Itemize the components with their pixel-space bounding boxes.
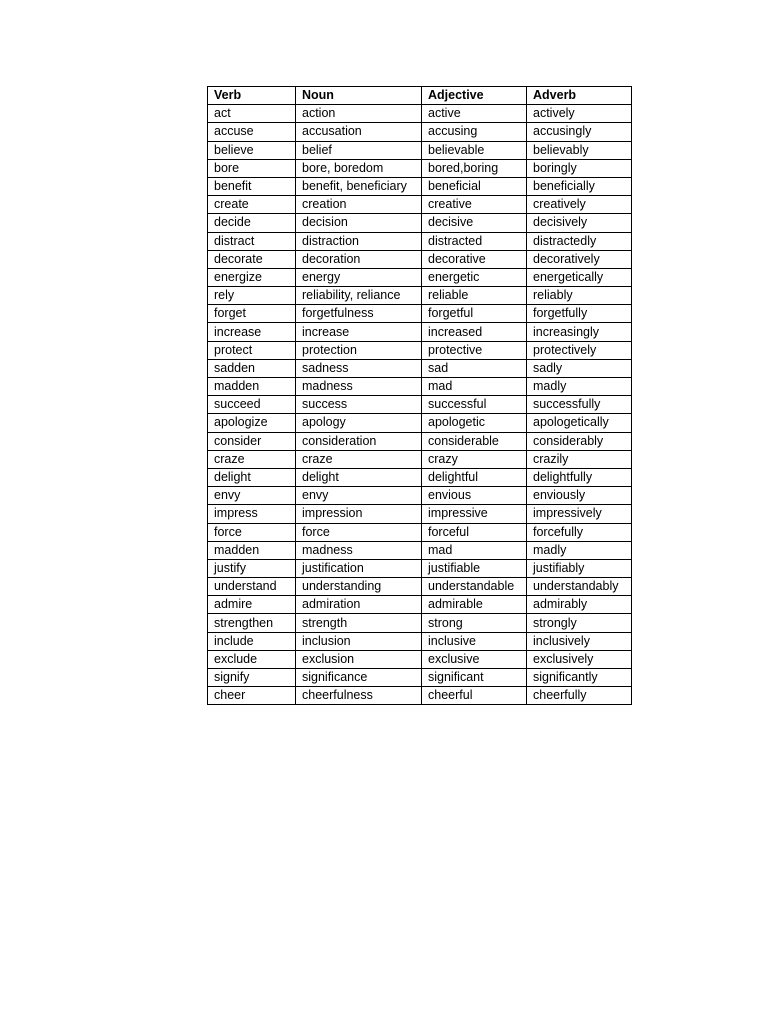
table-row [208,596,632,614]
cell-adverb: justifiably [527,559,632,577]
cell-adverb: successfully [527,396,632,414]
cell-adjective: mad [422,541,527,559]
cell-adjective: energetic [422,268,527,286]
cell-adverb: forgetfully [527,305,632,323]
cell-noun: decoration [296,250,422,268]
column-header-adjective: Adjective [422,87,527,105]
cell-adjective: impressive [422,505,527,523]
cell-adjective: apologetic [422,414,527,432]
table-row [208,378,632,396]
cell-noun: distraction [296,232,422,250]
cell-verb: madden [208,541,296,559]
cell-adverb: understandably [527,578,632,596]
cell-verb: act [208,105,296,123]
cell-noun: success [296,396,422,414]
table-row [208,450,632,468]
cell-verb: include [208,632,296,650]
cell-noun: force [296,523,422,541]
cell-adverb: sadly [527,359,632,377]
cell-verb: increase [208,323,296,341]
cell-noun: decision [296,214,422,232]
cell-adjective: crazy [422,450,527,468]
table-row [208,323,632,341]
table-row [208,432,632,450]
cell-adverb: beneficially [527,177,632,195]
cell-noun: delight [296,468,422,486]
cell-noun: madness [296,378,422,396]
table-row [208,414,632,432]
cell-noun: apology [296,414,422,432]
cell-adverb: exclusively [527,650,632,668]
cell-verb: exclude [208,650,296,668]
table-row [208,505,632,523]
cell-adjective: believable [422,141,527,159]
cell-verb: rely [208,287,296,305]
cell-verb: cheer [208,687,296,705]
cell-verb: strengthen [208,614,296,632]
cell-adjective: creative [422,196,527,214]
table-header-row [208,87,632,105]
cell-adverb: boringly [527,159,632,177]
cell-adjective: strong [422,614,527,632]
column-header-noun: Noun [296,87,422,105]
cell-adjective: mad [422,378,527,396]
cell-verb: madden [208,378,296,396]
cell-verb: distract [208,232,296,250]
cell-adjective: increased [422,323,527,341]
cell-adjective: accusing [422,123,527,141]
cell-verb: understand [208,578,296,596]
cell-adverb: apologetically [527,414,632,432]
cell-adverb: decoratively [527,250,632,268]
cell-adjective: distracted [422,232,527,250]
cell-adjective: understandable [422,578,527,596]
cell-verb: decide [208,214,296,232]
table-body [208,105,632,705]
cell-verb: accuse [208,123,296,141]
cell-adjective: forgetful [422,305,527,323]
cell-verb: signify [208,669,296,687]
cell-verb: forget [208,305,296,323]
table-row [208,523,632,541]
cell-verb: craze [208,450,296,468]
cell-noun: reliability, reliance [296,287,422,305]
cell-adjective: protective [422,341,527,359]
cell-adverb: accusingly [527,123,632,141]
cell-verb: bore [208,159,296,177]
cell-noun: envy [296,487,422,505]
cell-noun: creation [296,196,422,214]
cell-noun: inclusion [296,632,422,650]
cell-adverb: protectively [527,341,632,359]
table-row [208,287,632,305]
cell-verb: consider [208,432,296,450]
cell-adjective: forceful [422,523,527,541]
cell-noun: forgetfulness [296,305,422,323]
cell-noun: belief [296,141,422,159]
cell-noun: accusation [296,123,422,141]
cell-noun: strength [296,614,422,632]
cell-adjective: inclusive [422,632,527,650]
cell-adverb: crazily [527,450,632,468]
table-row [208,196,632,214]
cell-noun: admiration [296,596,422,614]
cell-verb: impress [208,505,296,523]
table-row [208,559,632,577]
cell-verb: protect [208,341,296,359]
cell-adjective: sad [422,359,527,377]
cell-adjective: active [422,105,527,123]
cell-adjective: cheerful [422,687,527,705]
cell-adverb: significantly [527,669,632,687]
cell-verb: delight [208,468,296,486]
cell-adjective: bored,boring [422,159,527,177]
table-row [208,396,632,414]
cell-adverb: actively [527,105,632,123]
cell-verb: sadden [208,359,296,377]
cell-noun: protection [296,341,422,359]
cell-adjective: successful [422,396,527,414]
cell-adjective: considerable [422,432,527,450]
cell-adverb: cheerfully [527,687,632,705]
cell-adverb: forcefully [527,523,632,541]
table-row [208,141,632,159]
table-row [208,105,632,123]
cell-verb: believe [208,141,296,159]
cell-verb: justify [208,559,296,577]
table-row [208,650,632,668]
cell-verb: apologize [208,414,296,432]
table-row [208,487,632,505]
cell-noun: craze [296,450,422,468]
cell-noun: bore, boredom [296,159,422,177]
cell-verb: succeed [208,396,296,414]
cell-adverb: madly [527,378,632,396]
cell-verb: envy [208,487,296,505]
table-row [208,578,632,596]
cell-noun: action [296,105,422,123]
cell-adverb: reliably [527,287,632,305]
cell-verb: energize [208,268,296,286]
cell-adverb: believably [527,141,632,159]
cell-adverb: energetically [527,268,632,286]
table-row [208,669,632,687]
table-row [208,632,632,650]
cell-adjective: exclusive [422,650,527,668]
table-row [208,687,632,705]
table-row [208,614,632,632]
table-row [208,123,632,141]
cell-adverb: impressively [527,505,632,523]
cell-adverb: madly [527,541,632,559]
table-row [208,177,632,195]
cell-adverb: inclusively [527,632,632,650]
cell-adverb: delightfully [527,468,632,486]
table-row [208,341,632,359]
cell-noun: madness [296,541,422,559]
table-row [208,232,632,250]
cell-adjective: justifiable [422,559,527,577]
cell-noun: justification [296,559,422,577]
table-row [208,541,632,559]
cell-adjective: significant [422,669,527,687]
cell-adverb: distractedly [527,232,632,250]
cell-adverb: enviously [527,487,632,505]
cell-verb: benefit [208,177,296,195]
table-row [208,214,632,232]
cell-adjective: delightful [422,468,527,486]
cell-adjective: admirable [422,596,527,614]
word-forms-table [207,86,632,705]
cell-adjective: envious [422,487,527,505]
cell-adverb: admirably [527,596,632,614]
cell-verb: admire [208,596,296,614]
cell-adjective: reliable [422,287,527,305]
column-header-adverb: Adverb [527,87,632,105]
column-header-verb: Verb [208,87,296,105]
cell-verb: force [208,523,296,541]
cell-verb: decorate [208,250,296,268]
table-row [208,159,632,177]
cell-adjective: decorative [422,250,527,268]
cell-noun: increase [296,323,422,341]
cell-adverb: creatively [527,196,632,214]
table-row [208,268,632,286]
table-row [208,468,632,486]
table-row [208,250,632,268]
cell-noun: significance [296,669,422,687]
cell-noun: benefit, beneficiary [296,177,422,195]
cell-adjective: beneficial [422,177,527,195]
table-row [208,305,632,323]
cell-adverb: decisively [527,214,632,232]
cell-noun: consideration [296,432,422,450]
cell-noun: sadness [296,359,422,377]
cell-verb: create [208,196,296,214]
table-row [208,359,632,377]
cell-adverb: strongly [527,614,632,632]
cell-noun: cheerfulness [296,687,422,705]
cell-adverb: increasingly [527,323,632,341]
cell-noun: understanding [296,578,422,596]
cell-noun: exclusion [296,650,422,668]
cell-noun: energy [296,268,422,286]
cell-noun: impression [296,505,422,523]
cell-adjective: decisive [422,214,527,232]
cell-adverb: considerably [527,432,632,450]
